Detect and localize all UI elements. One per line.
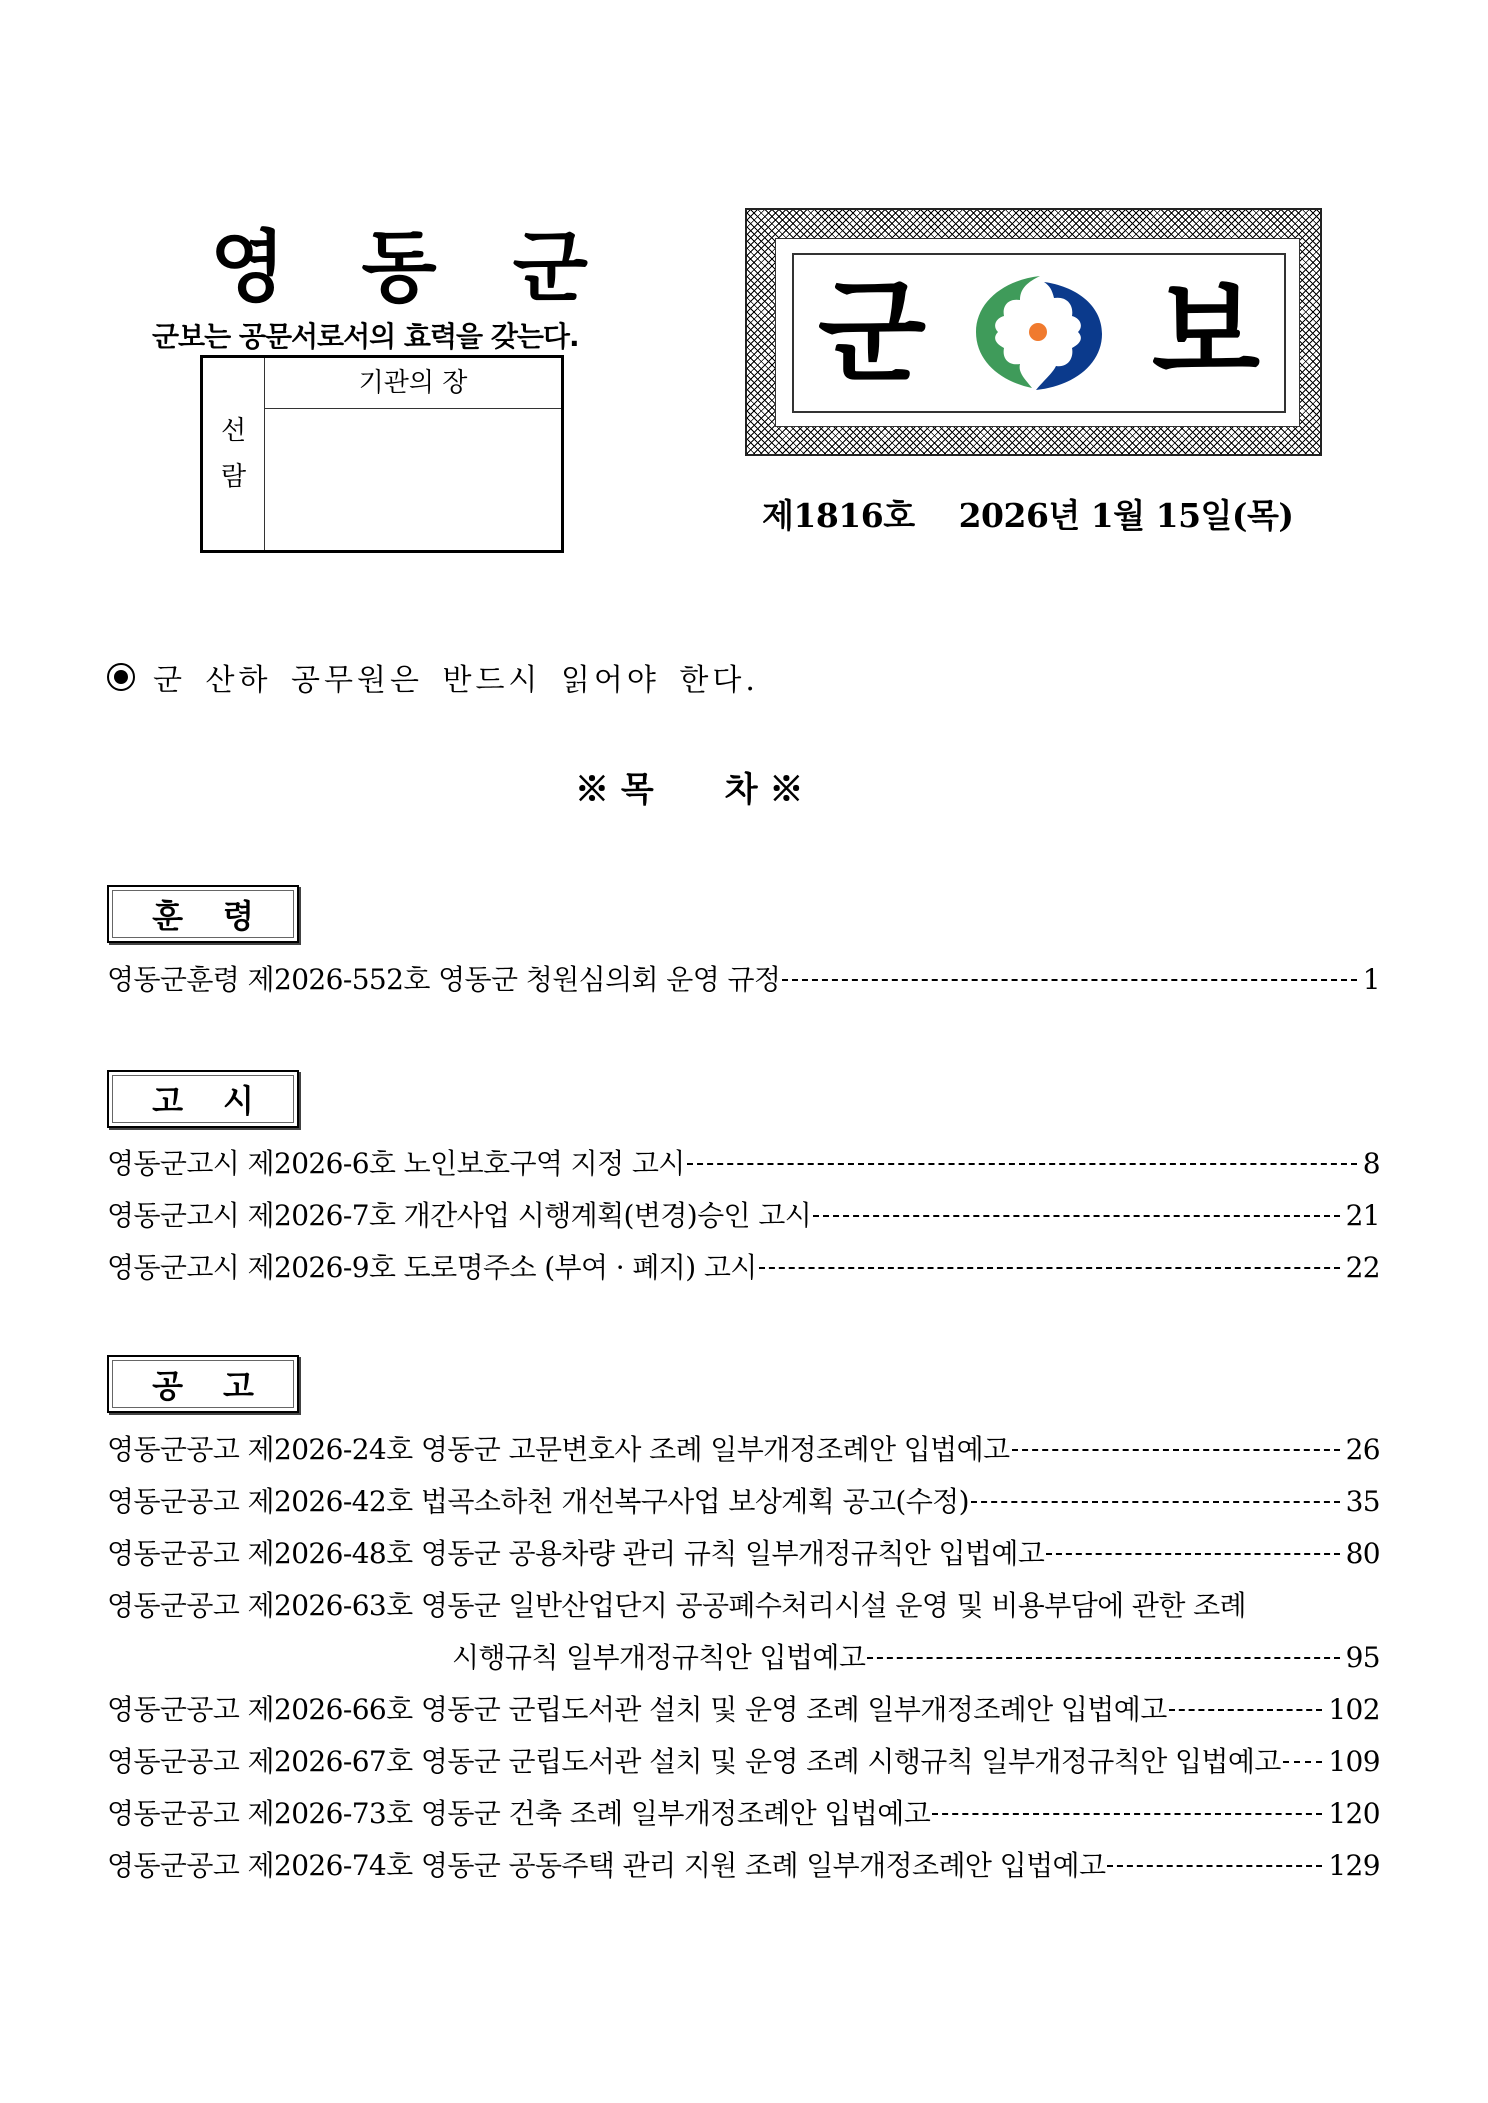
toc-entry-page: 26	[1345, 1433, 1380, 1466]
toc-entry-page: 1	[1362, 963, 1380, 996]
dot-leader	[1169, 1709, 1323, 1711]
toc-entry[interactable]	[107, 1246, 1380, 1286]
banner-char-right: 보	[1151, 268, 1261, 398]
toc-entry-page: 22	[1345, 1251, 1380, 1284]
dot-leader	[1046, 1553, 1339, 1555]
toc-entry[interactable]	[107, 1584, 1380, 1624]
dot-leader	[687, 1163, 1357, 1165]
section-label-directive: 훈령	[107, 885, 299, 943]
county-char: 군	[512, 223, 590, 313]
toc-entry[interactable]	[107, 1532, 1380, 1572]
toc-entry-text: 영동군고시 제2026-7호 개간사업 시행계획(변경)승인 고시	[107, 1199, 812, 1232]
county-char: 동	[361, 223, 439, 313]
review-side-char: 선	[220, 416, 247, 446]
toc-entry-page: 8	[1362, 1147, 1380, 1180]
toc-entry[interactable]	[107, 1428, 1380, 1468]
toc-entry[interactable]	[107, 1792, 1380, 1832]
dot-leader	[1283, 1761, 1323, 1763]
toc-entry-text: 영동군훈령 제2026-552호 영동군 청원심의회 운영 규정	[107, 963, 781, 996]
toc-entry-page: 120	[1328, 1797, 1380, 1830]
section-label-notification: 고시	[107, 1070, 299, 1128]
toc-entry-text: 영동군공고 제2026-74호 영동군 공동주택 관리 지원 조례 일부개정조례안 입법예고	[107, 1849, 1106, 1882]
issue-number: 제1816호	[762, 496, 915, 535]
toc-entry-text: 영동군공고 제2026-48호 영동군 공용차량 관리 규칙 일부개정규칙안 입법예고	[107, 1537, 1045, 1570]
county-name-title	[210, 205, 590, 317]
dot-leader	[813, 1215, 1339, 1217]
signature-area	[265, 409, 561, 550]
toc-entry[interactable]	[107, 1194, 1380, 1234]
toc-entry-text: 영동군공고 제2026-42호 법곡소하천 개선복구사업 보상계획 공고(수정)	[107, 1485, 969, 1518]
dot-leader	[867, 1657, 1339, 1659]
banner-frame-inner	[792, 253, 1286, 413]
agency-head-label: 기관의 장	[265, 358, 561, 409]
toc-entry-page: 102	[1328, 1693, 1380, 1726]
toc-entry-text: 영동군공고 제2026-66호 영동군 군립도서관 설치 및 운영 조례 일부개정조례안 입법예고	[107, 1693, 1167, 1726]
toc-entry-continuation[interactable]	[452, 1636, 1380, 1676]
toc-entry[interactable]	[107, 1740, 1380, 1780]
review-side-label	[203, 358, 265, 550]
toc-entry-text: 영동군고시 제2026-6호 노인보호구역 지정 고시	[107, 1147, 685, 1180]
dot-leader	[932, 1813, 1322, 1815]
dot-leader	[782, 979, 1356, 981]
issue-info	[762, 490, 1294, 537]
toc-entry[interactable]	[107, 1688, 1380, 1728]
toc-entry-text: 영동군공고 제2026-73호 영동군 건축 조례 일부개정조례안 입법예고	[107, 1797, 931, 1830]
dot-leader	[1107, 1865, 1322, 1867]
toc-entry[interactable]	[107, 1142, 1380, 1182]
toc-entry[interactable]	[107, 958, 1380, 998]
toc-entry-text: 영동군공고 제2026-24호 영동군 고문변호사 조례 일부개정조례안 입법예고	[107, 1433, 1010, 1466]
toc-entry-page: 35	[1345, 1485, 1380, 1518]
county-emblem-icon	[974, 274, 1104, 392]
toc-entry-page: 109	[1328, 1745, 1380, 1778]
dot-leader	[1012, 1449, 1340, 1451]
toc-entry[interactable]	[107, 1480, 1380, 1520]
toc-entry-page: 95	[1345, 1641, 1380, 1674]
toc-entry-text: 시행규칙 일부개정규칙안 입법예고	[452, 1641, 866, 1674]
notice-text: 군 산하 공무원은 반드시 읽어야 한다.	[153, 663, 759, 698]
mandatory-reading-notice	[107, 655, 759, 699]
toc-entry-text: 영동군공고 제2026-63호 영동군 일반산업단지 공공폐수처리시설 운영 및 비용부담에 관한 조례	[107, 1589, 1246, 1622]
toc-entry-page: 80	[1345, 1537, 1380, 1570]
review-main	[265, 358, 561, 550]
toc-entry-text: 영동군공고 제2026-67호 영동군 군립도서관 설치 및 운영 조례 시행규칙 일부개정규칙안 입법예고	[107, 1745, 1281, 1778]
bullseye-icon	[107, 663, 135, 691]
gazette-banner	[745, 208, 1322, 456]
banner-char-left: 군	[817, 268, 927, 398]
review-side-char: 람	[220, 462, 247, 492]
banner-frame-outer	[775, 238, 1300, 427]
toc-title: ※ 목 차 ※	[575, 770, 804, 810]
review-approval-box	[200, 355, 564, 553]
dot-leader	[971, 1501, 1340, 1503]
toc-entry-page: 129	[1328, 1849, 1380, 1882]
issue-date: 2026년 1월 15일(목)	[958, 496, 1294, 535]
toc-entry-page: 21	[1345, 1199, 1380, 1232]
toc-entry[interactable]	[107, 1844, 1380, 1884]
section-label-announcement: 공고	[107, 1355, 299, 1413]
county-char: 영	[210, 223, 288, 313]
legal-effect-note: 군보는 공문서로서의 효력을 갖는다.	[152, 320, 579, 353]
toc-entry-text: 영동군고시 제2026-9호 도로명주소 (부여 · 폐지) 고시	[107, 1251, 757, 1284]
dot-leader	[759, 1267, 1340, 1269]
